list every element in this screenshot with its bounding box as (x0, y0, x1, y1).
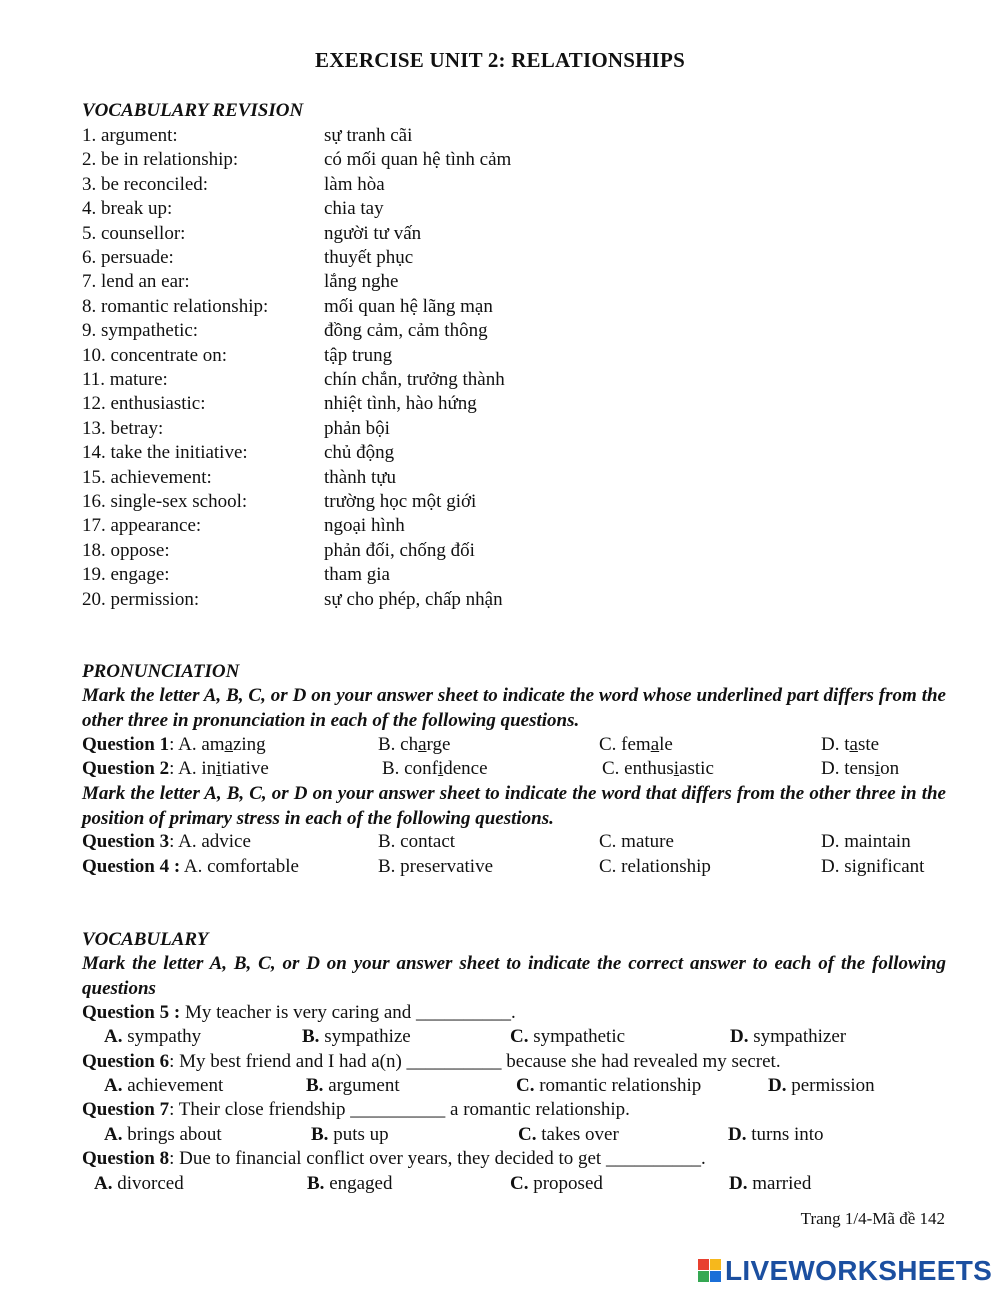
liveworksheets-logo-icon (698, 1259, 722, 1283)
vocab-term: 15. achievement: (82, 466, 212, 488)
page-title: EXERCISE UNIT 2: RELATIONSHIPS (315, 48, 685, 72)
question-label: Question 2 (82, 758, 170, 779)
vocab-item (82, 344, 682, 368)
vocab-term: 5. counsellor: (82, 222, 186, 244)
vocab-item (82, 563, 682, 587)
vocab-meaning: sự cho phép, chấp nhận (324, 588, 503, 610)
question-label: Question 1 (82, 734, 170, 755)
question-2: Question 2: A. initiative B. confidence C. enthusiastic D. tension (82, 758, 900, 779)
vocab-meaning: có mối quan hệ tình cảm (324, 149, 512, 171)
vocab-item (82, 417, 682, 441)
vocab-term: 8. romantic relationship: (82, 295, 269, 317)
vocab-term: 6. persuade: (82, 247, 174, 268)
option-d: D. maintain (821, 831, 911, 852)
question-8-stem: Question 8: Due to financial conflict over years, they decided to get __________. (82, 1148, 706, 1169)
vocab-meaning: ngoại hình (324, 515, 405, 537)
vocab-term: 9. sympathetic: (82, 320, 199, 342)
vocab-term: 7. lend an ear: (82, 271, 190, 293)
vocab-item (82, 588, 682, 612)
vocab-meaning: đồng cảm, cảm thông (324, 320, 488, 342)
option-b: B. charge (378, 734, 451, 755)
vocab-item (82, 392, 682, 416)
vocab-term: 20. permission: (82, 588, 200, 610)
vocab-item (82, 222, 682, 246)
vocab-item (82, 319, 682, 343)
vocab-item (82, 441, 682, 465)
vocab-item (82, 295, 682, 319)
question-3: Question 3: A. advice B. contact C. mature D. maintain (82, 831, 911, 852)
question-4: Question 4 : A. comfortable B. preservative C. relationship D. significant (82, 856, 925, 877)
vocab-item (82, 368, 682, 392)
vocab-term: 2. be in relationship: (82, 149, 239, 171)
vocab-meaning: thuyết phục (324, 247, 414, 268)
question-6-options: A. achievement B. argument C. romantic relationship D. permission (104, 1075, 875, 1096)
question-8-options: A. divorced B. engaged C. proposed D. married (94, 1173, 812, 1194)
vocab-meaning: chín chắn, trưởng thành (324, 369, 505, 390)
vocab-meaning: trường học một giới (324, 491, 477, 512)
option-d: D. tension (821, 758, 900, 779)
question-5-stem: Question 5 : My teacher is very caring and __________. (82, 1002, 516, 1023)
vocabulary-instruction: Mark the letter A, B, C, or D on your answer sheet to indicate the correct answer to each of the following questions (82, 953, 946, 999)
option-d: D. taste (821, 734, 880, 755)
vocab-meaning: chủ động (324, 442, 395, 464)
option-c: C. female (599, 734, 673, 755)
question-label: Question 3 (82, 831, 170, 852)
option-c: C. relationship (599, 856, 711, 877)
vocab-term: 1. argument: (82, 125, 178, 146)
vocab-meaning: mối quan hệ lãng mạn (324, 295, 493, 317)
option-b: B. contact (378, 831, 456, 852)
vocab-revision-heading: VOCABULARY REVISION (82, 100, 304, 121)
vocab-item (82, 148, 682, 172)
vocab-meaning: lắng nghe (324, 271, 399, 293)
vocab-term: 4. break up: (82, 198, 173, 220)
pronunciation-instruction-2: Mark the letter A, B, C, or D on your answer sheet to indicate the word that differs from the other three in the position of primary stress in each of the following questions. (82, 783, 946, 829)
vocab-item (82, 514, 682, 538)
option-c: C. mature (599, 831, 674, 852)
liveworksheets-logo: LIVEWORKSHEETS (698, 1254, 992, 1288)
vocab-meaning: chia tay (324, 198, 384, 220)
vocab-item (82, 270, 682, 294)
vocab-term: 10. concentrate on: (82, 344, 228, 366)
vocab-term: 18. oppose: (82, 539, 170, 561)
vocab-term: 11. mature: (82, 369, 168, 390)
option-b: B. preservative (378, 856, 494, 877)
question-7-options: A. brings about B. puts up C. takes over D. turns into (104, 1124, 824, 1145)
question-label: Question 4 : (82, 856, 181, 877)
vocab-term: 3. be reconciled: (82, 173, 209, 195)
vocab-item (82, 124, 682, 148)
vocab-term: 14. take the initiative: (82, 442, 248, 464)
vocab-term: 17. appearance: (82, 515, 202, 537)
vocab-item (82, 246, 682, 270)
vocab-meaning: người tư vấn (324, 222, 422, 244)
option-b: B. confidence (382, 758, 488, 779)
question-5-options: A. sympathy B. sympathize C. sympathetic D. sympathizer (104, 1026, 847, 1047)
vocab-meaning: phản đối, chống đối (324, 539, 475, 561)
vocab-meaning: tham gia (324, 564, 390, 586)
vocab-item (82, 173, 682, 197)
question-6-stem: Question 6: My best friend and I had a(n) __________ because she had revealed my secret. (82, 1051, 781, 1072)
vocab-term: 13. betray: (82, 417, 164, 439)
option-d: D. significant (821, 856, 925, 877)
vocab-item (82, 197, 682, 221)
vocab-term: 16. single-sex school: (82, 491, 248, 512)
pronunciation-heading: PRONUNCIATION (82, 661, 240, 682)
page-footer: Trang 1/4-Mã đề 142 (800, 1209, 945, 1228)
option-c: C. enthusiastic (602, 758, 714, 779)
vocab-meaning: phản bội (324, 417, 390, 439)
pronunciation-instruction-1: Mark the letter A, B, C, or D on your answer sheet to indicate the word whose underlined part differs from the other three in pronunciation in each of the following questions. (82, 685, 946, 731)
vocab-meaning: sự tranh cãi (324, 125, 413, 146)
vocab-meaning: làm hòa (324, 173, 385, 195)
vocab-meaning: tập trung (324, 344, 393, 366)
question-1: Question 1: A. amazing B. charge C. female D. taste (82, 734, 880, 755)
question-7-stem: Question 7: Their close friendship __________ a romantic relationship. (82, 1099, 630, 1120)
vocab-item (82, 490, 682, 514)
vocab-term: 19. engage: (82, 564, 170, 586)
vocabulary-heading: VOCABULARY (82, 929, 209, 950)
vocab-item (82, 539, 682, 563)
vocab-meaning: thành tựu (324, 466, 397, 488)
vocab-meaning: nhiệt tình, hào hứng (324, 393, 477, 415)
vocab-term: 12. enthusiastic: (82, 393, 206, 415)
vocab-item (82, 466, 682, 490)
